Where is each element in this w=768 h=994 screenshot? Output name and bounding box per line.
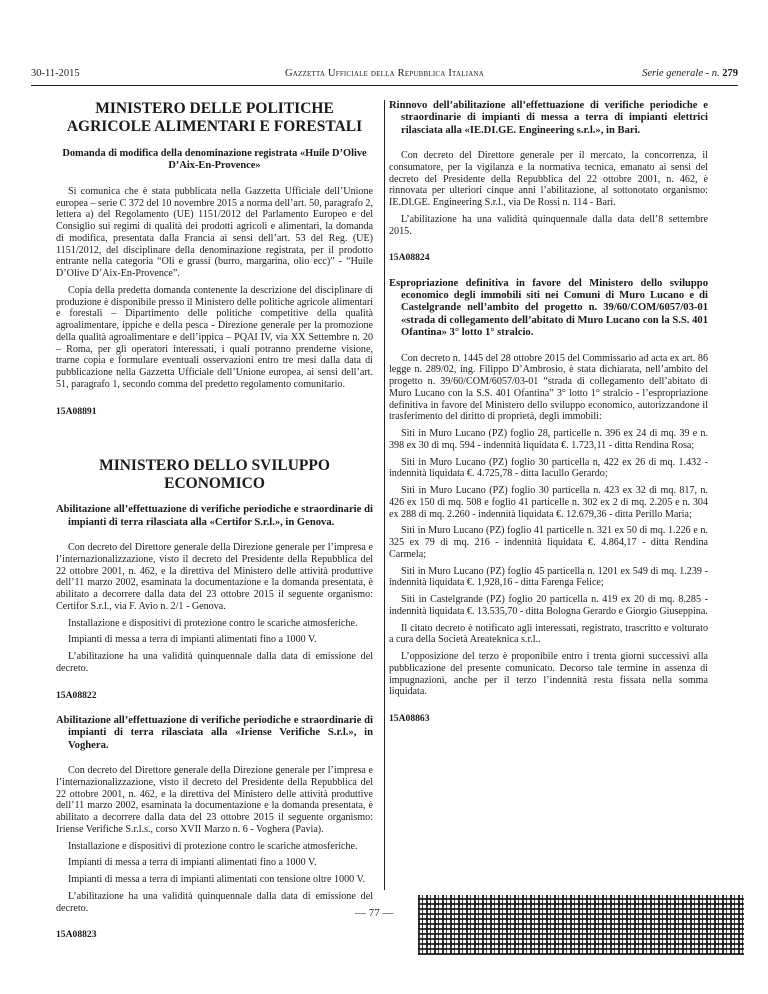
paragraph: L’opposizione del terzo è proponibile entro i trenta giorni successivi alla pubblicazione del presente comunicato. Decorso tale termine in assenza di impugnazioni, anche per il terzo l’indennità resta fissata nella somma liquidata. — [389, 651, 708, 698]
article-title: Abilitazione all’effettuazione di verifiche periodiche e straordinarie di impianti di terra rilasciata alla «Iriense Verifiche S.r.l.», in Voghera. — [56, 714, 373, 751]
paragraph: Con decreto del Direttore generale della Direzione generale per l’impresa e l’internazionalizzazione, visto il decreto del Presidente della Repubblica del 22 ottobre 2001, n. 462, e la direttiva del Ministero delle attività produttive dell’11 marzo 2002, esaminata la documentazione e la domanda presentata, è abilitato a decorrere dalla data del 23 ottobre 2015 il seguente organismo: Iriense Verifiche S.r.l.s., corso XVII Marzo n. 6 - Voghera (Pavia). — [56, 765, 373, 835]
paragraph: Impianti di messa a terra di impianti alimentati fino a 1000 V. — [68, 634, 317, 646]
paragraph: L’abilitazione ha una validità quinquennale dalla data di emissione del decreto. — [56, 651, 373, 674]
ministry-economic-heading: MINISTERO DELLO SVILUPPO ECONOMICO — [99, 456, 330, 492]
header-rule — [31, 85, 738, 86]
notice-code: 15A08823 — [56, 929, 97, 941]
paragraph: Con decreto del Direttore generale della Direzione generale per l’impresa e l’internazionalizzazione, visto il decreto del Presidente della Repubblica del 22 ottobre 2001, n. 462, e la direttiva del Ministero delle attività produttive dell’11 marzo 2002, esaminata la documentazione e la domanda presentata, è abilitato a decorrere dalla data del 23 ottobre 2015 il seguente organismo: Certifor S.r.l., via F. Avio n. 2/1 - Genova. — [56, 542, 373, 612]
article-title: Abilitazione all’effettuazione di verifiche periodiche e straordinarie di impianti di terra rilasciata alla «Certifor S.r.l.», in Genova. — [56, 504, 373, 528]
paragraph: Impianti di messa a terra di impianti alimentati fino a 1000 V. — [68, 857, 317, 869]
paragraph: Siti in Muro Lucano (PZ) foglio 30 particella n, 422 ex 26 di mq. 1.432 - indennità liquidata €. 4.725,78 - ditta Iacullo Gerardo; — [389, 456, 708, 480]
paragraph: Installazione e dispositivi di protezione contro le scariche atmosferiche. — [68, 840, 358, 852]
notice-code: 15A08891 — [56, 405, 97, 417]
page-number: — 77 — — [355, 907, 394, 919]
paragraph: Il citato decreto è notificato agli interessati, registrato, trascritto e volturato a cura della Società Areateknica s.r.l.. — [389, 622, 708, 646]
article-title: Espropriazione definitiva in favore del Ministero dello sviluppo economico degli immobili siti nei Comuni di Muro Lucano e di Castelgrande nell’ambito del progetto n. 39/60/COM/6057/03-01 «strada di collegamento dell’abitato di Muro Lucano con la S.S. 401 Ofantina» 3° lotto 1° stralcio. — [389, 277, 708, 339]
paragraph: Si comunica che è stata pubblicata nella Gazzetta Ufficiale dell’Unione europea – serie C 372 del 10 novembre 2015 a norma dell’art. 50, paragrafo 2, lettera a) del Regolamento (UE) 1151/2012 del Parlamento Europeo e del Consiglio sui regimi di qualità dei prodotti agricoli e alimentari, la domanda di modifica, presentata dalla Francia ai sensi dell’art. 53 del Reg. (UE) 1151/2012, del disciplinare della denominazione registrata, per il prodotto entrante nella categoria “Oli e grassi (burro, margarina, olio ecc)” - “Huile D’Olive D’Aix-En-Provence”. — [56, 185, 374, 280]
page-header — [31, 68, 738, 84]
notice-code: 15A08863 — [389, 713, 430, 725]
paragraph: Siti in Castelgrande (PZ) foglio 20 particella n. 419 ex 20 di mq. 8.285 - indennità liquidata €. 13.535,70 - ditta Bologna Gerardo e Giorgio Giuseppina. — [389, 594, 708, 617]
left-column — [56, 100, 373, 940]
paragraph: Impianti di messa a terra di impianti alimentati con tensione oltre 1000 V. — [68, 874, 366, 886]
paragraph: Siti in Muro Lucano (PZ) foglio 28, particelle n. 396 ex 24 di mq. 39 e n. 398 ex 30 di mq. 594 - indennità liquidata €. 1.723,11 - ditta Rendina Rosa; — [389, 428, 708, 451]
paragraph: Con decreto del Direttore generale per il mercato, la concorrenza, il consumatore, per la vigilanza e la normativa tecnica, emanato ai sensi del decreto del Presidente della Repubblica del 22 ottobre 2001, n. 462, è rinnovata per ulteriori cinque anni l’abilitazione, al sottonotato organismo: IE.DI.GE. Engineering S.r.l., via De Rossi n. 114 - Bari. — [389, 150, 708, 209]
paragraph: Siti in Muro Lucano (PZ) foglio 30 particella n. 423 ex 32 di mq. 817, n. 426 ex 150 di mq. 508 e foglio 41 particelle n. 302 ex 2 di mq. 2.205 e n. 304 ex 288 di mq. 2.260 - indennità liquidata €. 12.679,36 - ditta Perillo Maria; — [389, 485, 708, 520]
paragraph: Copia della predetta domanda contenente la descrizione del disciplinare di produzione è disponibile presso il Ministero delle politiche agricole alimentari e forestali – Dipartimento delle politiche competitive della qualità agroalimentare, ippiche e della pesca - Direzione generale per la promozione della qualità agroalimentare e dell’ippica – PQAI IV, via XX Settembre n. 20 – Roma, per gli operatori interessati, i quali potranno prenderne visione, trarne copia e formulare eventuali osservazioni entro tre mesi dalla data di pubblicazione nella Gazzetta Ufficiale dell’Unione europea, ai sensi dell’art. 51, paragrafo 1, secondo comma del predetto regolamento comunitario. — [56, 284, 373, 390]
gazette-title: Gazzetta Ufficiale della Repubblica Italiana — [285, 68, 484, 79]
series-info: Serie generale - n. 279 — [642, 68, 738, 79]
paragraph: Siti in Muro Lucano (PZ) foglio 45 particella n. 1201 ex 549 di mq. 1.239 - indennità liquidata €. 1,928,16 - ditta Farenga Felice; — [389, 565, 708, 589]
notice-subtitle: Domanda di modifica della denominazione registrata «Huile D’Olive D’Aix-En-Provence» — [62, 147, 367, 171]
paragraph: Siti in Muro Lucano (PZ) foglio 41 particelle n. 321 ex 50 di mq. 1.226 e n. 325 ex 79 di mq. 216 - indennità liquidata €. 4.864,17 - ditta Rendina Carmela; — [389, 525, 708, 560]
column-divider — [384, 100, 385, 890]
paragraph: Con decreto n. 1445 del 28 ottobre 2015 del Commissario ad acta ex art. 86 legge n. 289/02, ing. Filippo D’Ambrosio, è stata dichiarata, nell’ambito del progetto n. 39/60/COM/6057/03-01 “strada di collegamento dell’abitato di Muro Lucano con la S.S. 401 Ofantina” 3° lotto 1° stralcio - l’espropriazione definitiva in favore del Ministero dello sviluppo economico, autorizzandone il trasferimento del diritto di proprietà, degli immobili: — [389, 352, 708, 423]
barcode-image — [418, 895, 744, 955]
article-title: Rinnovo dell’abilitazione all’effettuazione di verifiche periodiche e straordinarie di impianti di messa a terra di impianti elettrici rilasciata alla «IE.DI.GE. Engineering s.r.l.», in Bari. — [389, 100, 708, 136]
ministry-agriculture-heading: MINISTERO DELLE POLITICHE AGRICOLE ALIMENTARI E FORESTALI — [66, 100, 363, 135]
paragraph: L’abilitazione ha una validità quinquennale dalla data dell’8 settembre 2015. — [389, 213, 708, 237]
issue-date: 30-11-2015 — [31, 68, 80, 79]
notice-code: 15A08824 — [389, 252, 430, 264]
right-column — [389, 100, 708, 724]
notice-code: 15A08822 — [56, 689, 97, 701]
paragraph: L’abilitazione ha una validità quinquennale dalla data di emissione del decreto. — [56, 890, 373, 914]
paragraph: Installazione e dispositivi di protezione contro le scariche atmosferiche. — [68, 617, 358, 629]
